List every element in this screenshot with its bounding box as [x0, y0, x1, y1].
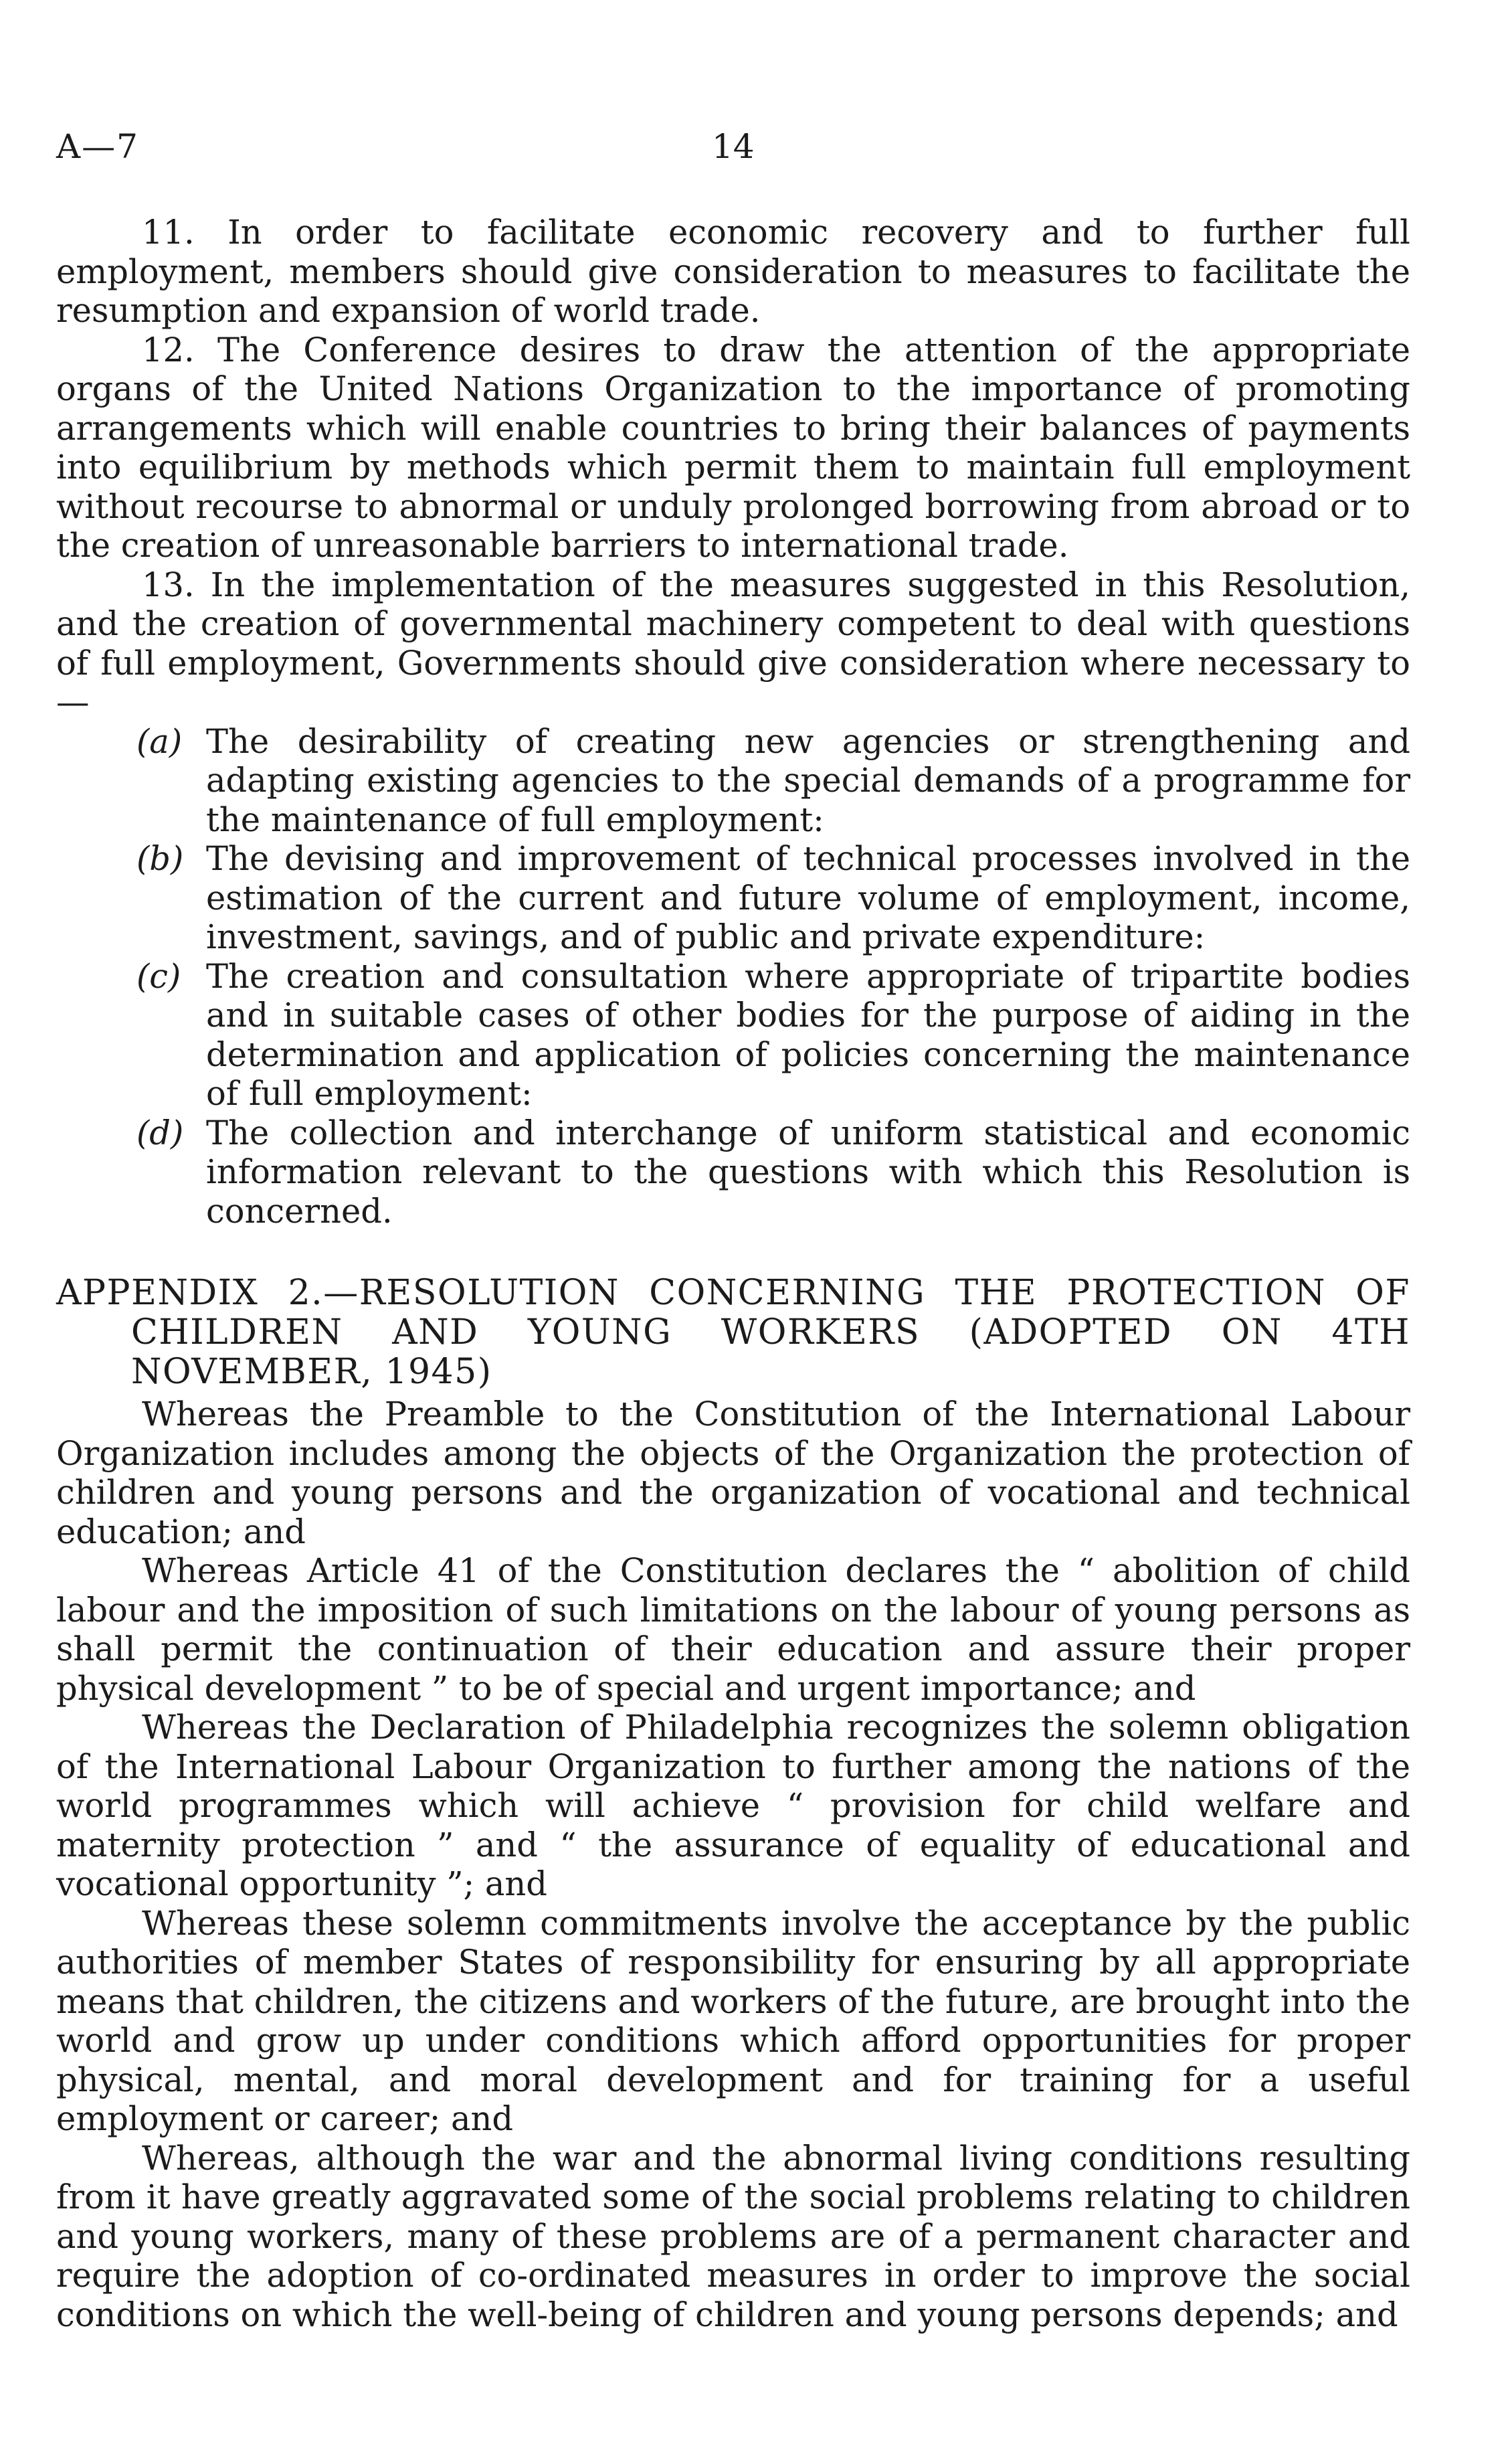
list-marker: (d): [136, 1113, 184, 1152]
list-item: [136, 957, 1410, 1114]
whereas-paragraph: Whereas Article 41 of the Constitution declares the “ abolition of child labour and the imposition of such limitations on the labour of young persons as shall permit the continuation of their education and assure their proper physical development ” to be of special and urgent importance; and: [56, 1551, 1410, 1708]
list-item-text: The creation and consultation where appropriate of tripartite bodies and in suitable cases of other bodies for the purpose of aiding in the determination and application of policies concerning the maintenance of full employment:: [206, 956, 1410, 1113]
whereas-paragraph: Whereas the Declaration of Philadelphia recognizes the solemn obligation of the International Labour Organization to further among the nations of the world programmes which will achieve “ provision for child welfare and maternity protection ” and “ the assurance of equality of educational and vocational opportunity ”; and: [56, 1708, 1410, 1903]
list-item-text: The devising and improvement of technical processes involved in the estimation of the current and future volume of employment, income, investment, savings, and of public and private expenditure:: [206, 839, 1410, 956]
body-text: [56, 213, 1410, 2334]
list-item-text: The collection and interchange of uniform statistical and economic information relevant to the questions with which this Resolution is concerned.: [206, 1113, 1410, 1231]
paragraph-12: 12. The Conference desires to draw the attention of the appropriate organs of the United Nations Organization to the importance of promoting arrangements which will enable countries to bring their balances of payments into equilibrium by methods which permit them to maintain full employment without recourse to abnormal or unduly prolonged borrowing from abroad or to the creation of unreasonable barriers to international trade.: [56, 330, 1410, 565]
whereas-paragraph: Whereas, although the war and the abnormal living conditions resulting from it have greatly aggravated some of the social problems relating to children and young workers, many of these problems are of a permanent character and require the adoption of co-ordinated measures in order to improve the social conditions on which the well-being of children and young persons depends; and: [56, 2138, 1410, 2334]
whereas-paragraph: Whereas the Preamble to the Constitution of the International Labour Organization includes among the objects of the Organization the protection of children and young persons and the organization of vocational and technical education; and: [56, 1395, 1410, 1551]
page-number: 14: [712, 127, 755, 166]
page-header: [56, 127, 1421, 181]
list-item: [136, 839, 1410, 957]
list-item: [136, 1114, 1410, 1231]
list-item: [136, 722, 1410, 840]
document-reference: A—7: [56, 127, 139, 166]
measures-list: [136, 722, 1410, 1231]
list-marker: (a): [136, 721, 183, 761]
list-marker: (c): [136, 956, 181, 996]
appendix-heading: APPENDIX 2.—RESOLUTION CONCERNING THE PROTECTION OF CHILDREN AND YOUNG WORKERS (ADOPTED ON 4TH NOVEMBER, 1945): [56, 1273, 1410, 1392]
list-marker: (b): [136, 839, 184, 878]
paragraph-13: 13. In the implementation of the measures suggested in this Resolution, and the creation of governmental machinery competent to deal with questions of full employment, Governments should give consideration where necessary to—: [56, 565, 1410, 721]
paragraph-11: 11. In order to facilitate economic recovery and to further full employment, members should give consideration to measures to facilitate the resumption and expansion of world trade.: [56, 213, 1410, 330]
whereas-paragraph: Whereas these solemn commitments involve the acceptance by the public authorities of member States of responsibility for ensuring by all appropriate means that children, the citizens and workers of the future, are brought into the world and grow up under conditions which afford opportunities for proper physical, mental, and moral development and for training for a useful employment or career; and: [56, 1903, 1410, 2138]
list-item-text: The desirability of creating new agencies or strengthening and adapting existing agencies to the special demands of a programme for the maintenance of full employment:: [206, 721, 1410, 839]
